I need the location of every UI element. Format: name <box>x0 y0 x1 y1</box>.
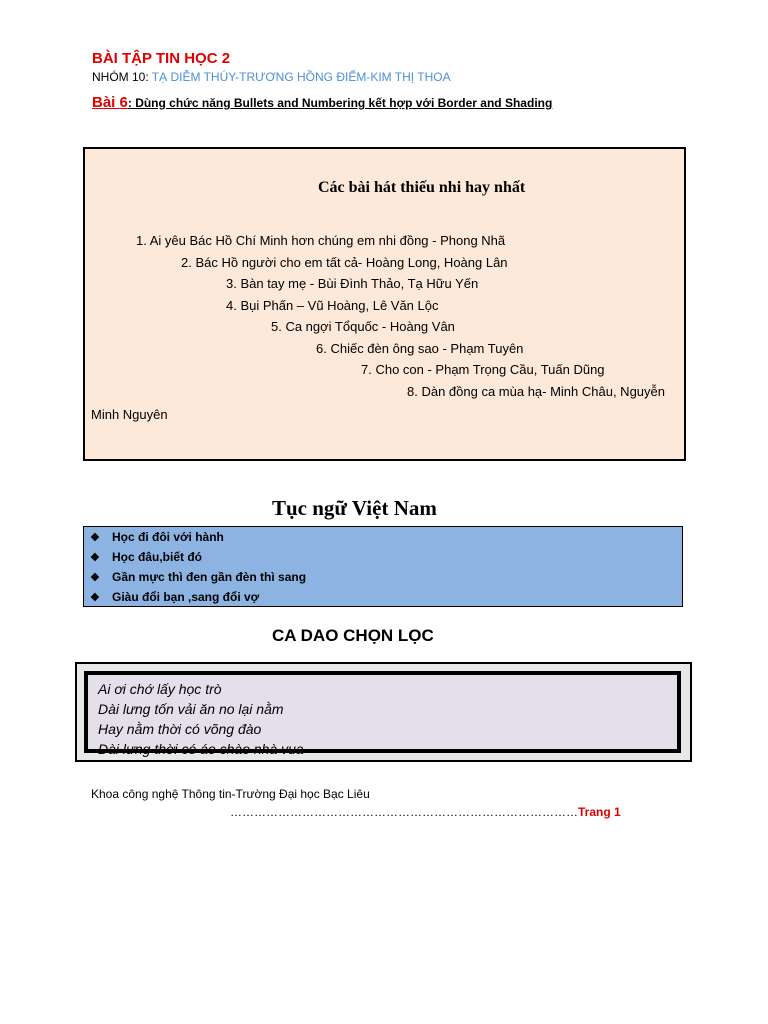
proverb-item <box>90 550 202 564</box>
song-item: 3. Bàn tay mẹ - Bùi Đình Thảo, Tạ Hữu Yến <box>226 276 479 291</box>
diamond-bullet-icon: ❖ <box>90 552 100 564</box>
proverb-item <box>90 570 306 584</box>
cadao-line: Hay nằm thời có võng đào <box>98 721 262 737</box>
group-members: TẠ DIỄM THÚY-TRƯƠNG HỒNG ĐIỂM-KIM THỊ THOA <box>151 70 451 84</box>
diamond-bullet-icon: ❖ <box>90 592 100 604</box>
proverb-item <box>90 590 259 604</box>
song-item-continuation: Minh Nguyên <box>91 407 168 422</box>
group-line <box>92 70 451 84</box>
exercise-heading <box>92 94 552 111</box>
cadao-box-inner <box>84 671 681 757</box>
cadao-box-outer <box>75 662 692 762</box>
song-item: 4. Bụi Phấn – Vũ Hoàng, Lê Văn Lộc <box>226 298 439 313</box>
song-item: 8. Dàn đồng ca mùa hạ- Minh Châu, Nguyễn <box>407 384 665 399</box>
group-label: NHÓM 10: <box>92 70 152 84</box>
proverbs-box <box>83 526 683 607</box>
proverb-text: Học đi đôi với hành <box>112 530 224 544</box>
song-item: 6. Chiếc đèn ông sao - Phạm Tuyên <box>316 341 524 356</box>
exercise-number: Bài 6 <box>92 94 128 111</box>
footer-page-line <box>230 805 621 819</box>
song-item: 2. Bác Hồ người cho em tất cả- Hoàng Long, Hoàng Lân <box>181 255 508 270</box>
song-item: 7. Cho con - Phạm Trọng Cầu, Tuấn Dũng <box>361 362 605 377</box>
songs-title: Các bài hát thiếu nhi hay nhất <box>318 179 526 196</box>
cadao-title: CA DAO CHỌN LỌC <box>272 626 434 645</box>
songs-box <box>83 147 686 461</box>
exercise-description: : Dùng chức năng Bullets and Numbering kết hợp với Border and Shading <box>127 96 553 110</box>
diamond-bullet-icon: ❖ <box>90 532 100 544</box>
proverb-text: Giàu đổi bạn ,sang đổi vợ <box>112 590 260 604</box>
cadao-line: Dài lưng tốn vải ăn no lại nằm <box>98 701 284 717</box>
footer-dots: …………………………………………………………………………… <box>230 805 578 819</box>
song-item: 5. Ca ngợi Tổquốc - Hoàng Vân <box>271 319 455 334</box>
diamond-bullet-icon: ❖ <box>90 572 100 584</box>
proverbs-title: Tục ngữ Việt Nam <box>272 496 437 520</box>
proverb-text: Gần mực thì đen gần đèn thì sang <box>112 570 307 584</box>
proverb-text: Học đâu,biết đó <box>112 550 202 564</box>
document-title: BÀI TẬP TIN HỌC 2 <box>92 50 231 67</box>
footer-text: Khoa công nghệ Thông tin-Trường Đại học Bạc Liêu <box>91 787 370 801</box>
song-item: 1. Ai yêu Bác Hồ Chí Minh hơn chúng em nhi đồng - Phong Nhã <box>136 233 506 248</box>
cadao-line: Dài lưng thời có áo chào nhà vua <box>98 741 304 757</box>
cadao-line: Ai ơi chớ lấy học trò <box>98 681 222 697</box>
proverb-item <box>90 530 224 544</box>
page-number: Trang 1 <box>578 805 621 819</box>
